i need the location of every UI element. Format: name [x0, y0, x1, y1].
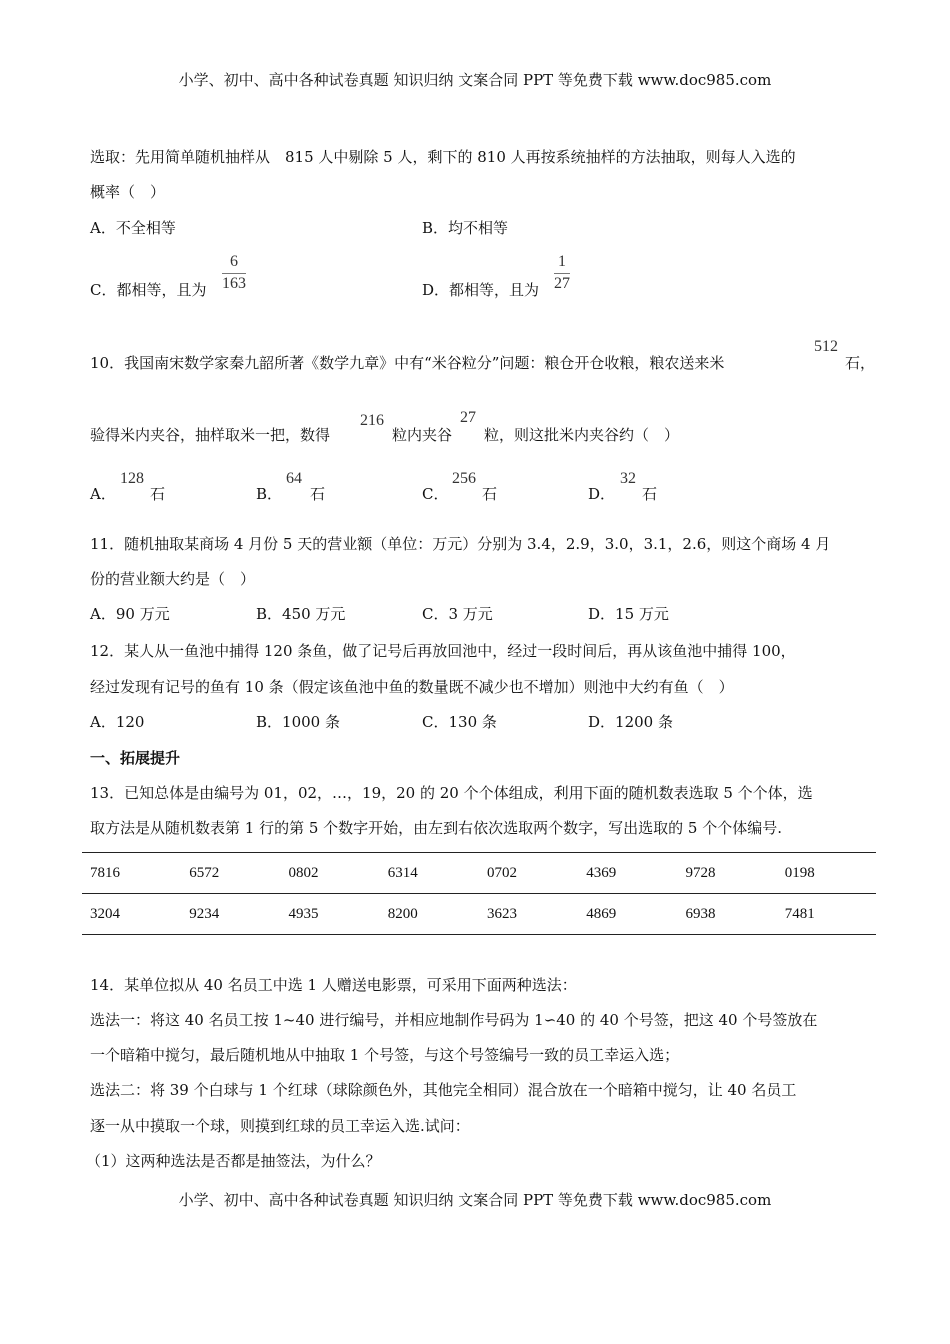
numerator: 6: [222, 253, 246, 274]
q10-line1-end: 石，: [845, 354, 876, 372]
q12-line2: 经过发现有记号的鱼有 10 条（假定该鱼池中鱼的数量既不减少也不增加）则池中大约有鱼（ ）: [90, 678, 734, 696]
random-number-table: [82, 852, 876, 935]
q14-line3: 一个暗箱中搅匀，最后随机地从中抽取 1 个号签，与这个号签编号一致的员工幸运入选；: [90, 1046, 680, 1064]
q14-sub1: （1）这两种选法是否都是抽签法，为什么？: [86, 1152, 381, 1170]
q9-line2: 概率（ ）: [90, 183, 166, 201]
q12-option-b: B．1000 条: [256, 713, 340, 731]
table-cell: 3623: [487, 905, 517, 922]
q12-option-a: A．120: [90, 713, 145, 731]
table-cell: 0802: [281, 853, 380, 894]
table-cell: 0198: [777, 853, 876, 894]
q10-option-a-label: A．: [90, 485, 116, 503]
table-cell: 8200: [387, 905, 418, 922]
q10-sup-27: 27: [460, 409, 476, 426]
page-footer: 小学、初中、高中各种试卷真题 知识归纳 文案合同 PPT 等免费下载 www.doc985.com: [178, 1191, 772, 1209]
table-cell: 7481: [784, 905, 815, 922]
q14-line4: 选法二：将 39 个白球与 1 个红球（球除颜色外，其他完全相同）混合放在一个暗箱中搅匀，让 40 名员工: [90, 1081, 797, 1099]
q11-option-a: A．90 万元: [90, 605, 170, 623]
table-cell: 7816: [82, 853, 181, 894]
q10-option-c-value: 256: [452, 470, 476, 487]
table-cell: 4935: [288, 905, 319, 922]
table-cell: 6938: [685, 905, 716, 922]
table-cell: 0702: [479, 853, 578, 894]
q10-option-a-value: 128: [120, 470, 144, 487]
q11-line2: 份的营业额大约是（ ）: [90, 570, 256, 588]
q10-option-d-label: D．: [588, 485, 616, 503]
q10-option-c-label: C．: [422, 485, 449, 503]
q12-line1: 12．某人从一鱼池中捕得 120 条鱼，做了记号后再放回池中，经过一段时间后，再从该鱼池中捕得 100，: [90, 642, 796, 660]
q10-line2a: 验得米内夹谷，抽样取米一把，数得: [90, 426, 331, 444]
q10-option-b-label: B．: [256, 485, 283, 503]
q9-option-c: C．都相等，且为: [90, 281, 207, 299]
q9-option-d: D．都相等，且为: [422, 281, 540, 299]
q11-option-c: C．3 万元: [422, 605, 493, 623]
q10-option-d-unit: 石: [642, 485, 658, 503]
q9-fraction-d: [554, 253, 570, 293]
q11-option-d: D．15 万元: [588, 605, 669, 623]
q10-option-b-unit: 石: [310, 485, 326, 503]
q10-option-a-unit: 石: [150, 485, 166, 503]
denominator: 163: [222, 275, 246, 292]
table-cell: 3204: [90, 905, 120, 922]
q10-line2b: 粒内夹谷: [392, 426, 453, 444]
q12-option-d: D．1200 条: [588, 713, 673, 731]
q10-option-b-value: 64: [286, 470, 302, 487]
q12-option-c: C．130 条: [422, 713, 497, 731]
q13-line1: 13．已知总体是由编号为 01，02，…，19，20 的 20 个个体组成，利用下面的随机数表选取 5 个个体，选: [90, 784, 813, 802]
table-cell: 9728: [678, 853, 777, 894]
section-heading: 一、拓展提升: [90, 749, 181, 767]
page-header: 小学、初中、高中各种试卷真题 知识归纳 文案合同 PPT 等免费下载 www.doc985.com: [178, 71, 772, 89]
q10-sup-216: 216: [360, 412, 384, 429]
q9-fraction-c: [222, 253, 246, 293]
table-cell: 4369: [578, 853, 677, 894]
q11-option-b: B．450 万元: [256, 605, 346, 623]
q14-line5: 逐一从中摸取一个球，则摸到红球的员工幸运入选.试问：: [90, 1117, 470, 1135]
denominator: 27: [554, 275, 570, 292]
table-cell: 6314: [380, 853, 479, 894]
q10-option-d-value: 32: [620, 470, 636, 487]
q10-option-c-unit: 石: [482, 485, 498, 503]
q9-option-b: B．均不相等: [422, 219, 509, 237]
q10-line1: 10．我国南宋数学家秦九韶所著《数学九章》中有“米谷粒分”问题：粮仓开仓收粮，粮农送来米: [90, 354, 725, 372]
q9-option-a: A．不全相等: [90, 219, 176, 237]
table-row: [82, 894, 876, 935]
table-row: [82, 853, 876, 894]
numerator: 1: [554, 253, 570, 274]
table-cell: 6572: [181, 853, 280, 894]
q9-line1: 选取：先用简单随机抽样从 815 人中剔除 5 人，剩下的 810 人再按系统抽样的方法抽取，则每人入选的: [90, 148, 796, 166]
q10-line2c: 粒，则这批米内夹谷约（ ）: [484, 426, 680, 444]
q14-line2: 选法一：将这 40 名员工按 1~40 进行编号，并相应地制作号码为 1∽40 的 40 个号签，把这 40 个号签放在: [90, 1011, 818, 1029]
table-cell: 9234: [189, 905, 220, 922]
q13-line2: 取方法是从随机数表第 1 行的第 5 个数字开始，由左到右依次选取两个数字，写出选取的 5 个个体编号.: [90, 819, 783, 837]
table-cell: 4869: [586, 905, 617, 922]
q14-line1: 14．某单位拟从 40 名员工中选 1 人赠送电影票，可采用下面两种选法：: [90, 976, 577, 994]
q10-sup-512: 512: [814, 338, 838, 355]
q11-line1: 11．随机抽取某商场 4 月份 5 天的营业额（单位：万元）分别为 3.4，2.9，3.0，3.1，2.6，则这个商场 4 月: [90, 535, 831, 553]
